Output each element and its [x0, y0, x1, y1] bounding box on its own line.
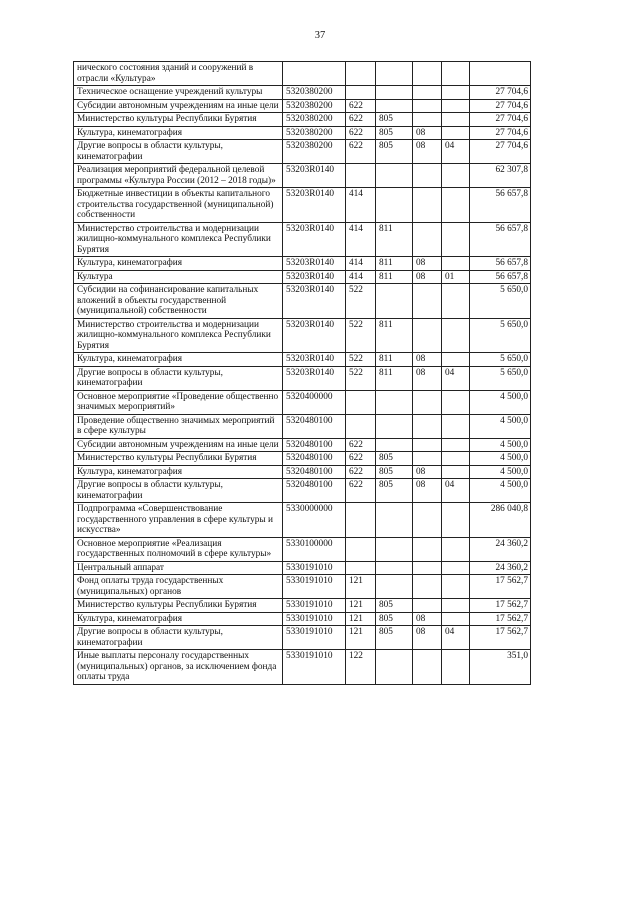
subsection-cell: [442, 99, 470, 113]
table-row: [74, 479, 531, 503]
target-article-cell: 53203R0140: [283, 270, 346, 284]
table-row: [74, 612, 531, 626]
amount-cell: 27 704,6: [470, 140, 531, 164]
target-article-cell: 53203R0140: [283, 284, 346, 319]
amount-cell: 24 360,2: [470, 537, 531, 561]
item-name-cell: Культура, кинематография: [74, 257, 283, 271]
amount-cell: 351,0: [470, 650, 531, 685]
item-name-cell: Основное мероприятие «Реализация государственных полномочий в сфере культуры»: [74, 537, 283, 561]
section-cell: [413, 452, 442, 466]
expense-type-cell: [346, 537, 376, 561]
ministry-code-cell: 805: [376, 126, 413, 140]
section-cell: [413, 318, 442, 353]
amount-cell: 27 704,6: [470, 126, 531, 140]
section-cell: [413, 537, 442, 561]
ministry-code-cell: 811: [376, 353, 413, 367]
table-row: [74, 86, 531, 100]
section-cell: 08: [413, 366, 442, 390]
target-article-cell: 53203R0140: [283, 222, 346, 257]
subsection-cell: [442, 164, 470, 188]
amount-cell: 56 657,8: [470, 270, 531, 284]
subsection-cell: [442, 438, 470, 452]
target-article-cell: 5320380200: [283, 99, 346, 113]
table-row: [74, 222, 531, 257]
expense-type-cell: 622: [346, 140, 376, 164]
amount-cell: 27 704,6: [470, 86, 531, 100]
subsection-cell: [442, 126, 470, 140]
table-row: [74, 561, 531, 575]
expense-type-cell: [346, 86, 376, 100]
ministry-code-cell: 805: [376, 612, 413, 626]
ministry-code-cell: [376, 164, 413, 188]
section-cell: [413, 390, 442, 414]
amount-cell: 17 562,7: [470, 612, 531, 626]
item-name-cell: Подпрограмма «Совершенствование государственного управления в сфере культуры и искусства»: [74, 503, 283, 538]
item-name-cell: Фонд оплаты труда государственных (муниципальных) органов: [74, 575, 283, 599]
item-name-cell: Другие вопросы в области культуры, кинематографии: [74, 479, 283, 503]
ministry-code-cell: [376, 62, 413, 86]
expense-type-cell: 121: [346, 626, 376, 650]
table-row: [74, 537, 531, 561]
ministry-code-cell: 805: [376, 113, 413, 127]
item-name-cell: Проведение общественно значимых мероприятий в сфере культуры: [74, 414, 283, 438]
amount-cell: 5 650,0: [470, 366, 531, 390]
target-article-cell: 53203R0140: [283, 257, 346, 271]
target-article-cell: 5320480100: [283, 452, 346, 466]
ministry-code-cell: [376, 561, 413, 575]
target-article-cell: 53203R0140: [283, 366, 346, 390]
item-name-cell: Субсидии автономным учреждениям на иные цели: [74, 99, 283, 113]
target-article-cell: 5330100000: [283, 537, 346, 561]
section-cell: 08: [413, 479, 442, 503]
ministry-code-cell: 811: [376, 366, 413, 390]
item-name-cell: Центральный аппарат: [74, 561, 283, 575]
ministry-code-cell: 805: [376, 465, 413, 479]
ministry-code-cell: [376, 537, 413, 561]
amount-cell: 4 500,0: [470, 465, 531, 479]
expense-type-cell: 622: [346, 452, 376, 466]
item-name-cell: Бюджетные инвестиции в объекты капитального строительства государственной (муниципальной) собственности: [74, 188, 283, 223]
expense-type-cell: 522: [346, 318, 376, 353]
subsection-cell: [442, 353, 470, 367]
target-article-cell: 5330191010: [283, 599, 346, 613]
ministry-code-cell: [376, 99, 413, 113]
expense-type-cell: 121: [346, 612, 376, 626]
expense-type-cell: 522: [346, 284, 376, 319]
target-article-cell: [283, 62, 346, 86]
table-row: [74, 626, 531, 650]
subsection-cell: [442, 561, 470, 575]
table-row: [74, 99, 531, 113]
table-row: [74, 390, 531, 414]
table-row: [74, 503, 531, 538]
table-row: [74, 599, 531, 613]
target-article-cell: 5320480100: [283, 414, 346, 438]
item-name-cell: Культура, кинематография: [74, 353, 283, 367]
target-article-cell: 5320480100: [283, 438, 346, 452]
ministry-code-cell: 805: [376, 626, 413, 650]
expense-type-cell: 121: [346, 575, 376, 599]
subsection-cell: [442, 414, 470, 438]
ministry-code-cell: 805: [376, 599, 413, 613]
amount-cell: 24 360,2: [470, 561, 531, 575]
target-article-cell: 53203R0140: [283, 164, 346, 188]
item-name-cell: Министерство строительства и модернизации жилищно-коммунального комплекса Республики Бурятия: [74, 318, 283, 353]
expense-type-cell: 122: [346, 650, 376, 685]
amount-cell: 17 562,7: [470, 575, 531, 599]
table-row: [74, 284, 531, 319]
expense-type-cell: 522: [346, 353, 376, 367]
ministry-code-cell: [376, 390, 413, 414]
table-row: [74, 188, 531, 223]
ministry-code-cell: 811: [376, 318, 413, 353]
item-name-cell: Техническое оснащение учреждений культуры: [74, 86, 283, 100]
table-row: [74, 257, 531, 271]
subsection-cell: [442, 650, 470, 685]
subsection-cell: [442, 390, 470, 414]
target-article-cell: 5320480100: [283, 479, 346, 503]
subsection-cell: [442, 575, 470, 599]
section-cell: [413, 503, 442, 538]
target-article-cell: 5320380200: [283, 86, 346, 100]
table-row: [74, 113, 531, 127]
table-row: [74, 366, 531, 390]
section-cell: 08: [413, 353, 442, 367]
item-name-cell: Субсидии автономным учреждениям на иные цели: [74, 438, 283, 452]
amount-cell: 56 657,8: [470, 222, 531, 257]
table-row: [74, 414, 531, 438]
subsection-cell: [442, 257, 470, 271]
subsection-cell: [442, 599, 470, 613]
expense-type-cell: [346, 164, 376, 188]
table-row: [74, 318, 531, 353]
ministry-code-cell: 805: [376, 140, 413, 164]
section-cell: 08: [413, 140, 442, 164]
target-article-cell: 5320400000: [283, 390, 346, 414]
subsection-cell: 04: [442, 140, 470, 164]
section-cell: 08: [413, 626, 442, 650]
target-article-cell: 5320480100: [283, 465, 346, 479]
amount-cell: 5 650,0: [470, 318, 531, 353]
section-cell: 08: [413, 270, 442, 284]
target-article-cell: 53203R0140: [283, 353, 346, 367]
item-name-cell: Министерство строительства и модернизации жилищно-коммунального комплекса Республики Бурятия: [74, 222, 283, 257]
expense-type-cell: 414: [346, 222, 376, 257]
subsection-cell: [442, 188, 470, 223]
expense-type-cell: [346, 390, 376, 414]
amount-cell: [470, 62, 531, 86]
item-name-cell: Министерство культуры Республики Бурятия: [74, 113, 283, 127]
ministry-code-cell: 811: [376, 270, 413, 284]
item-name-cell: Культура, кинематография: [74, 612, 283, 626]
target-article-cell: 5330000000: [283, 503, 346, 538]
amount-cell: 4 500,0: [470, 414, 531, 438]
amount-cell: 5 650,0: [470, 284, 531, 319]
subsection-cell: 04: [442, 626, 470, 650]
amount-cell: 27 704,6: [470, 113, 531, 127]
table-row: [74, 140, 531, 164]
amount-cell: 5 650,0: [470, 353, 531, 367]
section-cell: 08: [413, 465, 442, 479]
ministry-code-cell: 805: [376, 479, 413, 503]
expense-type-cell: 414: [346, 188, 376, 223]
section-cell: [413, 86, 442, 100]
expense-type-cell: 522: [346, 366, 376, 390]
target-article-cell: 5330191010: [283, 612, 346, 626]
expense-type-cell: [346, 62, 376, 86]
ministry-code-cell: [376, 284, 413, 319]
subsection-cell: [442, 62, 470, 86]
table-row: [74, 126, 531, 140]
table-row: [74, 575, 531, 599]
target-article-cell: 5330191010: [283, 626, 346, 650]
subsection-cell: [442, 284, 470, 319]
section-cell: [413, 650, 442, 685]
expense-type-cell: 622: [346, 479, 376, 503]
amount-cell: 62 307,8: [470, 164, 531, 188]
section-cell: [413, 222, 442, 257]
subsection-cell: [442, 222, 470, 257]
subsection-cell: 04: [442, 479, 470, 503]
table-row: [74, 465, 531, 479]
amount-cell: 27 704,6: [470, 99, 531, 113]
ministry-code-cell: 805: [376, 452, 413, 466]
table-row: [74, 650, 531, 685]
ministry-code-cell: [376, 503, 413, 538]
item-name-cell: нического состояния зданий и сооружений в отрасли «Культура»: [74, 62, 283, 86]
amount-cell: 56 657,8: [470, 257, 531, 271]
expense-type-cell: 414: [346, 270, 376, 284]
expense-type-cell: 121: [346, 599, 376, 613]
expense-type-cell: 622: [346, 113, 376, 127]
section-cell: [413, 99, 442, 113]
ministry-code-cell: [376, 650, 413, 685]
subsection-cell: 01: [442, 270, 470, 284]
table-row: [74, 353, 531, 367]
subsection-cell: [442, 452, 470, 466]
item-name-cell: Иные выплаты персоналу государственных (муниципальных) органов, за исключением фонда оплаты труда: [74, 650, 283, 685]
ministry-code-cell: 811: [376, 257, 413, 271]
item-name-cell: Другие вопросы в области культуры, кинематографии: [74, 366, 283, 390]
item-name-cell: Реализация мероприятий федеральной целевой программы «Культура России (2012 – 2018 годы)»: [74, 164, 283, 188]
ministry-code-cell: [376, 414, 413, 438]
section-cell: [413, 113, 442, 127]
section-cell: [413, 62, 442, 86]
amount-cell: 4 500,0: [470, 479, 531, 503]
section-cell: 08: [413, 126, 442, 140]
expense-type-cell: [346, 414, 376, 438]
section-cell: [413, 575, 442, 599]
expense-type-cell: 622: [346, 465, 376, 479]
subsection-cell: [442, 465, 470, 479]
item-name-cell: Субсидии на софинансирование капитальных вложений в объекты государственной (муниципальной) собственности: [74, 284, 283, 319]
amount-cell: 56 657,8: [470, 188, 531, 223]
subsection-cell: [442, 503, 470, 538]
expense-type-cell: 622: [346, 126, 376, 140]
item-name-cell: Культура, кинематография: [74, 126, 283, 140]
expense-type-cell: 622: [346, 99, 376, 113]
subsection-cell: [442, 86, 470, 100]
ministry-code-cell: [376, 188, 413, 223]
expense-type-cell: 622: [346, 438, 376, 452]
ministry-code-cell: [376, 575, 413, 599]
amount-cell: 286 040,8: [470, 503, 531, 538]
amount-cell: 4 500,0: [470, 452, 531, 466]
section-cell: [413, 414, 442, 438]
target-article-cell: 5320380200: [283, 140, 346, 164]
table-row: [74, 270, 531, 284]
target-article-cell: 5330191010: [283, 561, 346, 575]
budget-table-body: [74, 62, 531, 685]
ministry-code-cell: [376, 86, 413, 100]
table-row: [74, 164, 531, 188]
expense-type-cell: 414: [346, 257, 376, 271]
item-name-cell: Основное мероприятие «Проведение общественно значимых мероприятий»: [74, 390, 283, 414]
section-cell: [413, 164, 442, 188]
amount-cell: 4 500,0: [470, 438, 531, 452]
section-cell: [413, 561, 442, 575]
expense-type-cell: [346, 503, 376, 538]
amount-cell: 17 562,7: [470, 599, 531, 613]
amount-cell: 4 500,0: [470, 390, 531, 414]
section-cell: [413, 438, 442, 452]
subsection-cell: [442, 537, 470, 561]
item-name-cell: Министерство культуры Республики Бурятия: [74, 599, 283, 613]
section-cell: [413, 284, 442, 319]
ministry-code-cell: [376, 438, 413, 452]
item-name-cell: Другие вопросы в области культуры, кинематографии: [74, 626, 283, 650]
target-article-cell: 53203R0140: [283, 318, 346, 353]
item-name-cell: Культура, кинематография: [74, 465, 283, 479]
item-name-cell: Другие вопросы в области культуры, кинематографии: [74, 140, 283, 164]
budget-table: [73, 61, 531, 685]
section-cell: [413, 599, 442, 613]
table-row: [74, 452, 531, 466]
item-name-cell: Министерство культуры Республики Бурятия: [74, 452, 283, 466]
ministry-code-cell: 811: [376, 222, 413, 257]
table-row: [74, 62, 531, 86]
target-article-cell: 53203R0140: [283, 188, 346, 223]
subsection-cell: [442, 113, 470, 127]
subsection-cell: 04: [442, 366, 470, 390]
page-number: 37: [314, 30, 326, 41]
section-cell: 08: [413, 257, 442, 271]
item-name-cell: Культура: [74, 270, 283, 284]
subsection-cell: [442, 318, 470, 353]
target-article-cell: 5320380200: [283, 126, 346, 140]
target-article-cell: 5330191010: [283, 650, 346, 685]
table-row: [74, 438, 531, 452]
section-cell: [413, 188, 442, 223]
target-article-cell: 5330191010: [283, 575, 346, 599]
section-cell: 08: [413, 612, 442, 626]
amount-cell: 17 562,7: [470, 626, 531, 650]
target-article-cell: 5320380200: [283, 113, 346, 127]
expense-type-cell: [346, 561, 376, 575]
subsection-cell: [442, 612, 470, 626]
